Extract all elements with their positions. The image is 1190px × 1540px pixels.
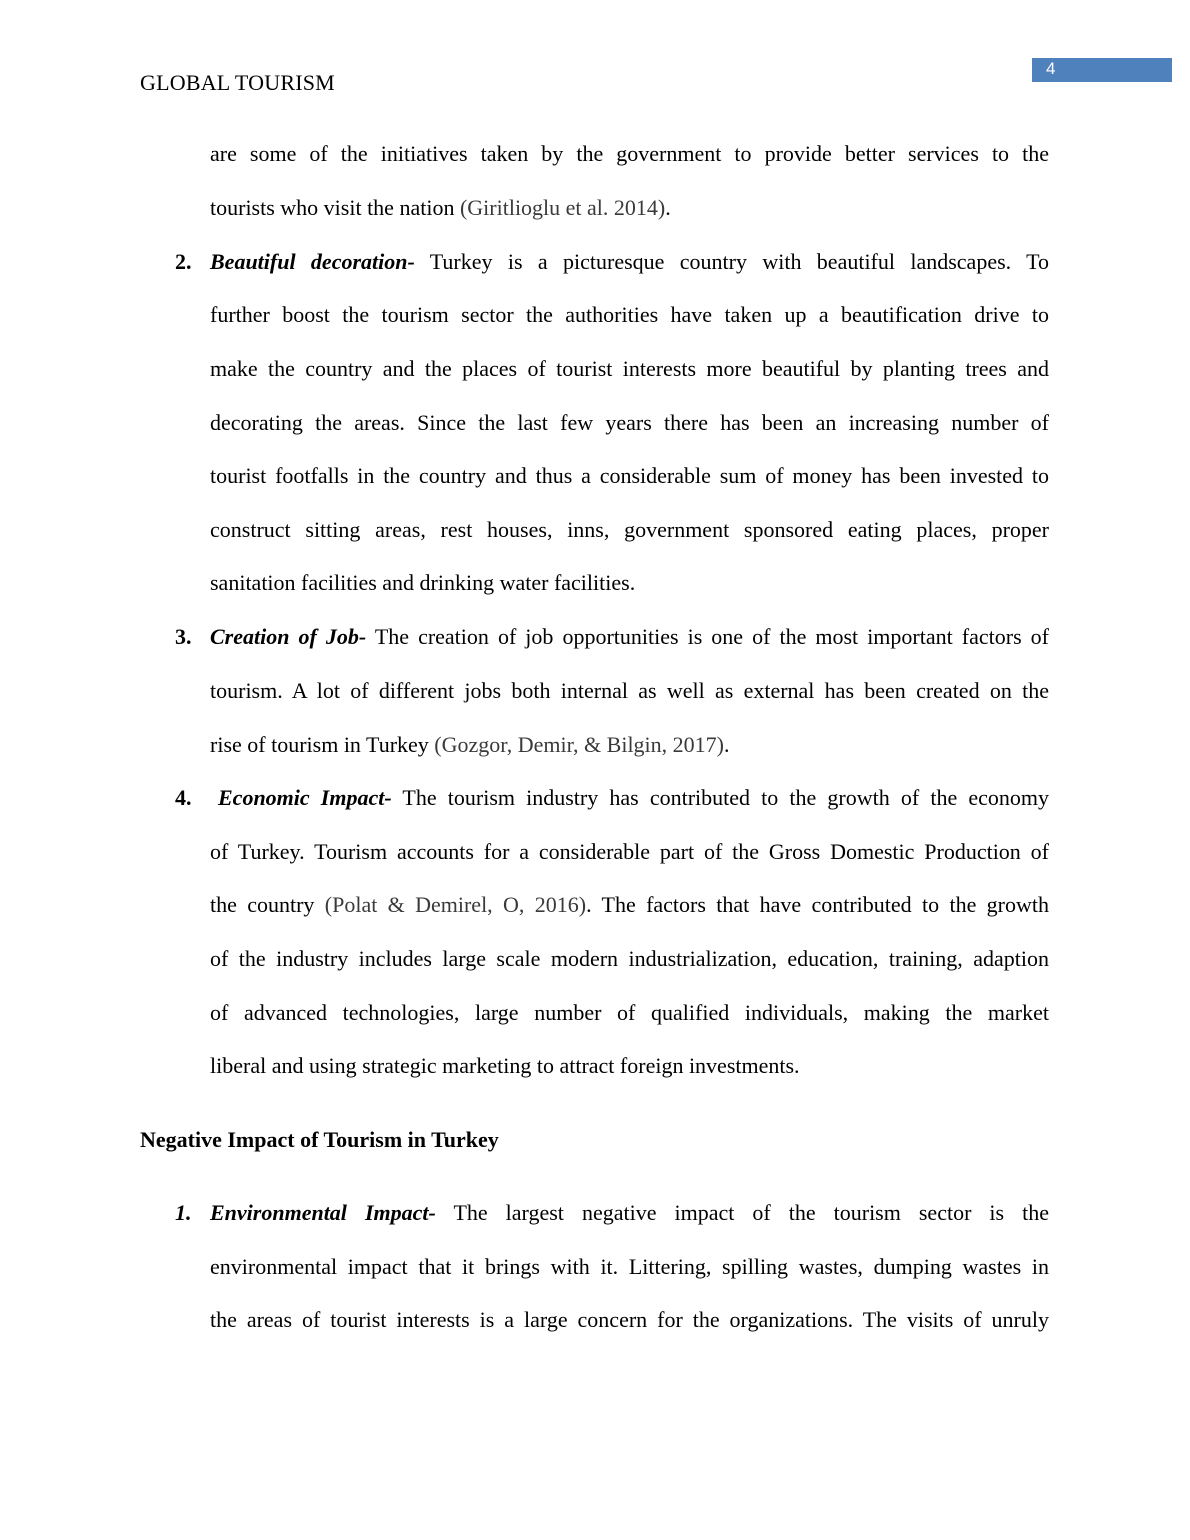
- intro-punct: .: [665, 195, 671, 220]
- list-item-line: decorating the areas. Since the last few years there has been an increasing number of: [210, 410, 1049, 435]
- list-number: 2.: [175, 249, 192, 274]
- item-punct: .: [724, 732, 730, 757]
- item-term: Environmental Impact-: [210, 1200, 436, 1225]
- citation: (Polat & Demirel, O, 2016): [324, 892, 587, 917]
- list-item-line: the areas of tourist interests is a large concern for the organizations. The visits of unruly: [210, 1307, 1049, 1332]
- list-item-line: [210, 891, 1049, 919]
- list-item-line: [218, 784, 1049, 812]
- list-item-line: of advanced technologies, large number of qualified individuals, making the market: [210, 1000, 1049, 1025]
- list-number: 1.: [175, 1200, 192, 1225]
- intro-line: are some of the initiatives taken by the government to provide better services to the: [210, 141, 1049, 166]
- list-item-line: make the country and the places of tourist interests more beautiful by planting trees and: [210, 356, 1049, 381]
- list-item-line: [210, 1199, 1049, 1227]
- item-term: Creation of Job-: [210, 624, 367, 649]
- list-item-line: sanitation facilities and drinking water facilities.: [210, 570, 636, 595]
- section-heading: Negative Impact of Tourism in Turkey: [140, 1127, 499, 1152]
- item-term: Economic Impact-: [218, 785, 392, 810]
- item-text: . The factors that have contributed to the growth: [586, 892, 1049, 917]
- intro-line: [210, 194, 1049, 222]
- list-item-line: [210, 623, 1049, 651]
- citation: (Giritlioglu et al. 2014): [459, 195, 666, 220]
- running-head: GLOBAL TOURISM: [140, 70, 335, 95]
- item-text: Turkey is a picturesque country with beautiful landscapes. To: [414, 249, 1050, 274]
- list-item-line: tourist footfalls in the country and thus a considerable sum of money has been invested to: [210, 463, 1049, 488]
- item-text: The creation of job opportunities is one of the most important factors of: [366, 624, 1049, 649]
- item-text: rise of tourism in Turkey: [210, 732, 435, 757]
- list-number: 4.: [175, 785, 192, 810]
- list-number: 3.: [175, 624, 192, 649]
- item-text: the country: [210, 892, 325, 917]
- list-item-line: tourism. A lot of different jobs both internal as well as external has been created on the: [210, 678, 1049, 703]
- list-item-line: construct sitting areas, rest houses, inns, government sponsored eating places, proper: [210, 517, 1049, 542]
- item-text: The tourism industry has contributed to the growth of the economy: [391, 785, 1049, 810]
- item-term: Beautiful decoration-: [210, 249, 415, 274]
- citation: (Gozgor, Demir, & Bilgin, 2017): [434, 732, 724, 757]
- list-item-line: [210, 731, 1049, 759]
- page-number: 4: [1046, 59, 1056, 78]
- page-number-box: [1032, 58, 1172, 82]
- list-item-line: of the industry includes large scale modern industrialization, education, training, adaption: [210, 946, 1049, 971]
- list-item-line: [210, 248, 1049, 276]
- list-item-line: environmental impact that it brings with it. Littering, spilling wastes, dumping wastes in: [210, 1254, 1049, 1279]
- intro-text: tourists who visit the nation: [210, 195, 460, 220]
- list-item-line: further boost the tourism sector the authorities have taken up a beautification drive to: [210, 302, 1049, 327]
- list-item-line: of Turkey. Tourism accounts for a considerable part of the Gross Domestic Production of: [210, 839, 1049, 864]
- list-item-line: liberal and using strategic marketing to attract foreign investments.: [210, 1053, 800, 1078]
- item-text: The largest negative impact of the tourism sector is the: [435, 1200, 1049, 1225]
